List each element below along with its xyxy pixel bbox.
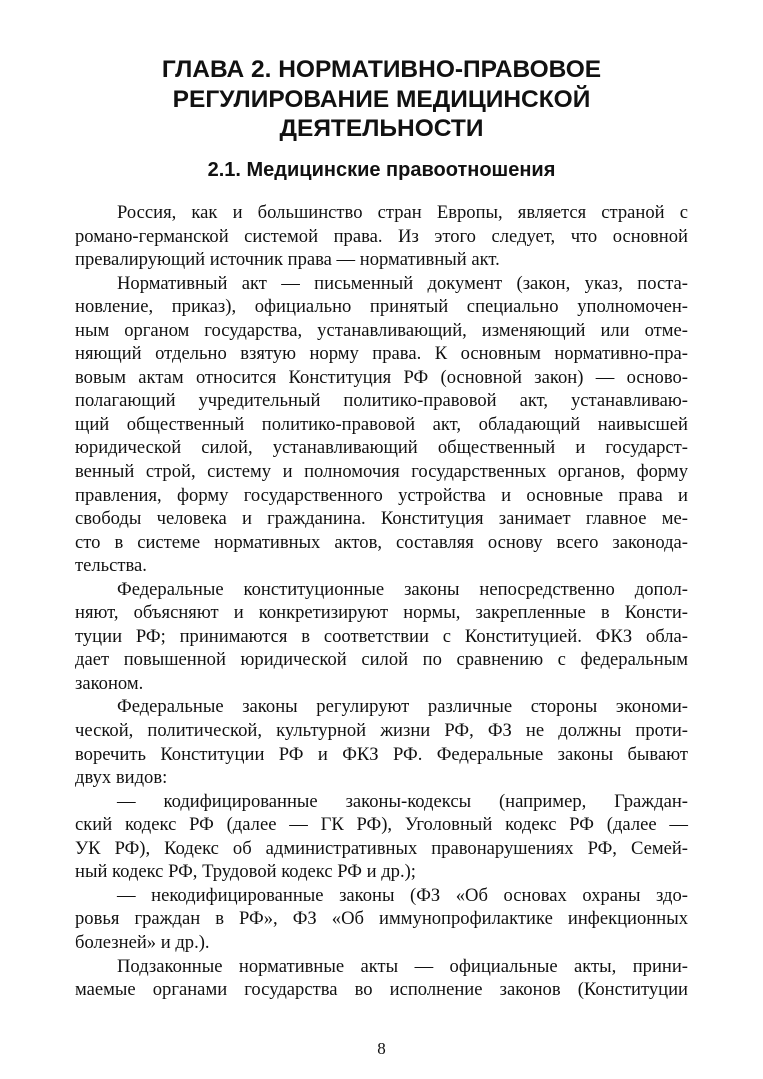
text-line: — кодифицированные законы-кодексы (например, Граждан- xyxy=(117,790,688,812)
section-title: 2.1. Медицинские правоотношения xyxy=(207,159,556,181)
list-item-uncodified-laws xyxy=(75,884,688,955)
text-line: туции РФ; принимаются в соответствии с Конституцией. ФКЗ обла- xyxy=(75,625,688,647)
page-number: 8 xyxy=(377,1039,386,1058)
text-line: няющий отдельно взятую норму права. К основным нормативно-пра- xyxy=(75,343,688,365)
text-line: ческой, политической, культурной жизни РФ, ФЗ не должны проти- xyxy=(75,720,688,742)
text-line: Федеральные конституционные законы непосредственно допол- xyxy=(117,578,688,600)
text-line: свободы человека и гражданина. Конституция занимает главное ме- xyxy=(75,508,688,530)
text-line: превалирующий источник права — нормативный акт. xyxy=(75,249,500,271)
paragraph-legal-system xyxy=(75,201,688,272)
text-line: романо-германской системой права. Из этого следует, что основной xyxy=(75,225,688,247)
chapter-title-line: РЕГУЛИРОВАНИЕ МЕДИЦИНСКОЙ xyxy=(172,85,591,113)
text-line: — некодифицированные законы (ФЗ «Об основах охраны здо- xyxy=(117,884,688,906)
chapter-title-line: ДЕЯТЕЛЬНОСТИ xyxy=(279,115,484,142)
text-line: полагающий учредительный политико-правовой акт, устанавливаю- xyxy=(75,390,688,412)
text-line: сто в системе нормативных актов, составляя основу всего законода- xyxy=(75,531,688,553)
text-line: воречить Конституции РФ и ФКЗ РФ. Федеральные законы бывают xyxy=(75,743,688,765)
text-line: правления, форму государственного устройства и основные права и xyxy=(75,484,688,506)
chapter-title-line: ГЛАВА 2. НОРМАТИВНО-ПРАВОВОЕ xyxy=(161,56,602,83)
text-line: ным органом государства, устанавливающий, изменяющий или отме- xyxy=(75,319,688,341)
text-line: Россия, как и большинство стран Европы, является страной с xyxy=(117,202,688,223)
text-line: болезней» и др.). xyxy=(75,931,210,953)
chapter-title xyxy=(60,55,703,144)
text-line: щий общественный политико-правовой акт, обладающий наивысшей xyxy=(75,413,688,435)
list-item-codified-laws xyxy=(75,790,688,884)
paragraph-constitutional-laws xyxy=(75,578,688,696)
text-line: дает повышенной юридической силой по сравнению с федеральным xyxy=(75,649,688,671)
text-line: Федеральные законы регулируют различные стороны экономи- xyxy=(117,696,688,718)
text-line: законом. xyxy=(75,672,144,694)
text-line: ровья граждан в РФ», ФЗ «Об иммунопрофилактике инфекционных xyxy=(75,908,688,930)
text-line: венный строй, систему и полномочия государственных органов, форму xyxy=(75,461,688,483)
text-line: Нормативный акт — письменный документ (закон, указ, поста- xyxy=(117,272,688,294)
text-line: ный кодекс РФ, Трудовой кодекс РФ и др.); xyxy=(75,861,416,883)
paragraph-normative-act xyxy=(75,272,688,578)
text-line: вовым актам относится Конституция РФ (основной закон) — осново- xyxy=(75,366,688,388)
paragraph-federal-laws xyxy=(75,695,688,789)
text-line: няют, объясняют и конкретизируют нормы, закрепленные в Консти- xyxy=(75,602,688,624)
text-line: маемые органами государства во исполнение законов (Конституции xyxy=(75,979,688,1001)
text-line: новление, приказ), официально принятый специально уполномочен- xyxy=(75,296,688,318)
text-line: УК РФ), Кодекс об административных правонарушениях РФ, Семей- xyxy=(75,837,688,859)
text-line: тельства. xyxy=(75,555,147,577)
text-line: двух видов: xyxy=(75,767,168,789)
body-text xyxy=(75,201,688,1002)
text-line: Подзаконные нормативные акты — официальные акты, прини- xyxy=(117,955,688,977)
text-line: юридической силой, устанавливающий общественный и государст- xyxy=(75,437,688,459)
text-line: ский кодекс РФ (далее — ГК РФ), Уголовный кодекс РФ (далее — xyxy=(75,814,688,836)
paragraph-bylaws xyxy=(75,955,688,1002)
